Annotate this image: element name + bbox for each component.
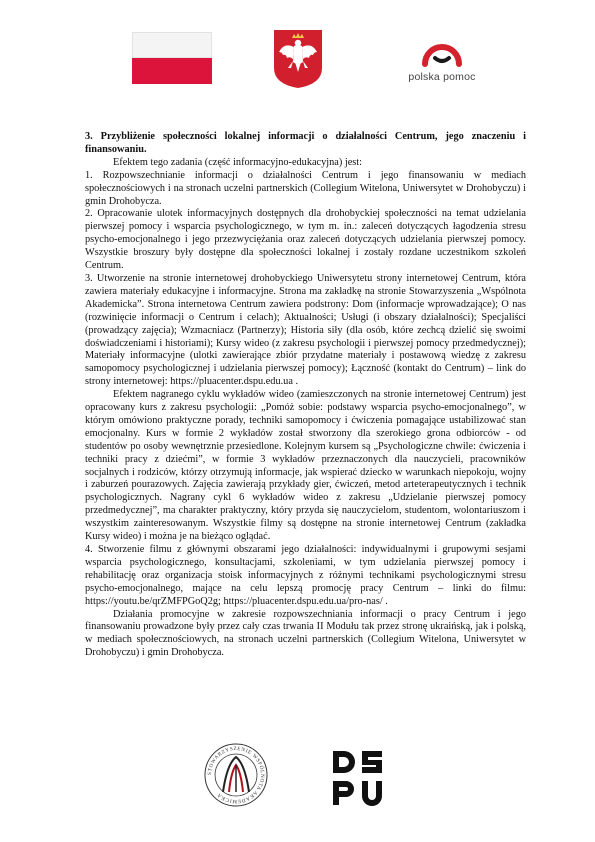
white-eagle-icon xyxy=(272,28,324,90)
svg-text:STOWARZYSZENIE WSPÓLNOTA AKADE: STOWARZYSZENIE WSPÓLNOTA AKADEMICKA xyxy=(206,745,266,805)
dspu-monogram-icon xyxy=(330,748,388,808)
polska-pomoc-logo xyxy=(403,28,481,90)
wspolnota-akademicka-logo xyxy=(203,742,269,808)
dspu-logo xyxy=(330,748,388,808)
polska-pomoc-arc-icon xyxy=(403,28,481,70)
flag-red-stripe xyxy=(132,58,212,84)
document-body xyxy=(85,131,526,660)
paragraph-item-1: 1. Rozpowszechnianie informacji o działalności Centrum i jego finansowaniu w mediach społecznościowych i na stronach uczelni partnerskich (Collegium Witelona, Uniwersytet w Drohobyczu) i gmin Drohobycza. xyxy=(85,169,526,207)
paragraph-intro: Efektem tego zadania (część informacyjno-edukacyjna) jest: xyxy=(113,156,363,168)
polish-flag-logo xyxy=(132,32,212,84)
association-seal-icon xyxy=(203,742,269,808)
paragraph-video-courses: Efektem nagranego cyklu wykładów wideo (zamieszczonych na stronie internetowej Centrum) jest opracowany kurs z zakresu psychologii: „Pomóż sobie: podstawy wsparcia psycho-emocjonalnego”, w którym omówiono praktyczne porady, techniki samopomocy i ćwiczenia pomagające ustabilizować stan emocjonalny. Kurs w formie 2 wykładów został stworzony dla szerokiego grona odbiorców - od studentów po osoby wewnętrznie przesiedlone. Kolejnym kursem są „Psychologiczne chwile: ćwiczenia i techniki pracy z dziećmi”, w formie 3 wykładów przeznaczonych dla nauczycieli, pracowników socjalnych i rodziców, którzy otrzymują informacje, jak wspierać dziecko w warunkach niepokoju, wojny i zaburzeń pourazowych. Zajęcia zawierają przykłady gier, ćwiczeń, metod arteterapeutycznych i technik psychologicznych. Nagrany cykl 6 wykładów wideo z zakresu „Udzielanie pierwszej pomocy przedmedycznej”, ma charakter praktyczny, który przyda się nauczycielom, studentom, wolontariuszom i wszystkim zainteresowanym. Wszystkie filmy są dostępne na stronie internetowej Centrum (zakładka Kursy wideo) i można je na bieżąco oglądać. xyxy=(85,389,526,543)
section-heading: 3. Przybliżenie społeczności lokalnej informacji o działalności Centrum, jego znaczeniu i finansowaniu. xyxy=(85,131,526,155)
flag-white-stripe xyxy=(132,32,212,58)
paragraph-item-3: 3. Utworzenie na stronie internetowej drohobyckiego Uniwersytetu strony internetowej Centrum, która zawiera materiały edukacyjne i informacyjne. Strona ma zakładkę na stronie Stowarzyszenia „Wspólnota Akademicka”. Strona internetowa Centrum zawiera podstrony: Dom (informacje wprowadzające); O nas (rozwinięcie informacji o Centrum i celach); Aktualności; Usługi (i obszary działalności); Specjaliści (prowadzący zajęcia); Wzmacniacz (Partnerzy); Historia siły (dla osób, które zechcą dzielić się swoimi doświadczeniami i historiami); Kursy wideo (z zakresu psychologii i pierwszej pomocy przedmedycznej); Materiały informacyjne (ulotki zawierające zbiór przydatne materiały i postawową wiedzę z zakresu samopomocy psychologicznej i udzielania pierwszej pomocy); Łączność (kontakt do Centrum) – link do strony internetowej: https://pluacenter.dspu.edu.ua . xyxy=(85,272,526,388)
polska-pomoc-text: polska pomoc xyxy=(408,71,476,83)
paragraph-item-4: 4. Stworzenie filmu z głównymi obszarami jego działalności: indywidualnymi i grupowymi sesjami wsparcia psychologicznego, konsultacjami, szkoleniami, w tym udzielania pierwszej pomocy i rehabilitację oraz organizacja stoisk informacyjnych z różnymi technikami psychologicznymi stresu psycho-emocjonalnego, mające na celu lepszą promocję pracy Centrum – linki do filmu: https://youtu.be/qrZMFPGoQ2g; https://pluacenter.dspu.edu.ua/pro-nas/ . xyxy=(85,544,526,607)
polish-emblem-logo xyxy=(272,28,324,90)
paragraph-item-2: 2. Opracowanie ulotek informacyjnych dostępnych dla drohobyckiej społeczności na temat udzielania pierwszej pomocy i wsparcia psychologicznego, w tym m. in.: zaleceń dotyczących łagodzenia stresu psycho-emocjonalnego i jego przezwyciężania oraz zaleceń dotyczących udzielania pierwszej pomocy. Wszystkie broszury były dostępne dla społeczności lokalnej i zostały rozdane uczestnikom szkoleń Centrum. xyxy=(85,208,526,272)
paragraph-promotion: Działania promocyjne w zakresie rozpowszechniania informacji o pracy Centrum i jego finansowaniu prowadzone były przez cały czas trwania II Modułu tak przez stronę ukraińską, jak i polską, w mediach społecznościowych, na stronach uczelni partnerskich (Collegium Witelona, Uniwersytet w Drohobyczu) i gmin Drohobycza. xyxy=(85,608,526,659)
